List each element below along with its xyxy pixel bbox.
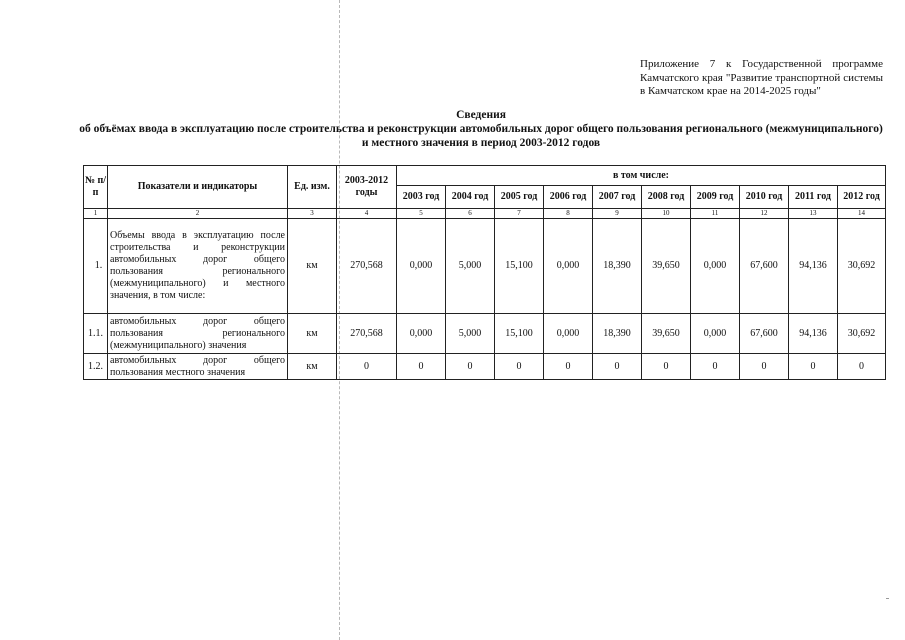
header-total: 2003-2012 годы [337, 166, 397, 209]
row-value: 0,000 [691, 314, 740, 354]
column-number: 2 [108, 209, 288, 219]
row-value: 39,650 [642, 314, 691, 354]
row-value: 39,650 [642, 219, 691, 314]
row-value: 0 [446, 354, 495, 380]
row-value: 0 [740, 354, 789, 380]
row-value: 0,000 [544, 219, 593, 314]
header-year: 2005 год [495, 186, 544, 209]
row-total: 270,568 [337, 314, 397, 354]
column-number: 5 [397, 209, 446, 219]
row-indicator: автомобильных дорог общего пользования регионального (межмуниципального) значения [108, 314, 288, 354]
row-unit: км [288, 219, 337, 314]
header-year: 2003 год [397, 186, 446, 209]
column-number: 3 [288, 209, 337, 219]
row-value: 18,390 [593, 314, 642, 354]
appendix-note: Приложение 7 к Государственной программе Камчатского края "Развитие транспортной системы в Камчатском крае на 2014-2025 годы" [640, 58, 883, 97]
row-value: 0,000 [397, 314, 446, 354]
column-number: 13 [789, 209, 838, 219]
row-value: 0 [495, 354, 544, 380]
row-value: 67,600 [740, 314, 789, 354]
row-value: 0 [691, 354, 740, 380]
commissioning-table [83, 165, 886, 380]
header-year: 2011 год [789, 186, 838, 209]
heading-title: Сведения [456, 109, 506, 121]
row-value: 0,000 [544, 314, 593, 354]
heading-subtitle-line2: и местного значения в период 2003-2012 годов [361, 137, 601, 149]
column-number-row [84, 209, 886, 219]
row-value: 0,000 [691, 219, 740, 314]
header-year: 2009 год [691, 186, 740, 209]
row-value: 0 [838, 354, 886, 380]
row-value: 0,000 [397, 219, 446, 314]
column-number: 4 [337, 209, 397, 219]
row-value: 15,100 [495, 219, 544, 314]
header-year: 2008 год [642, 186, 691, 209]
row-value: 15,100 [495, 314, 544, 354]
header-year: 2004 год [446, 186, 495, 209]
row-value: 94,136 [789, 219, 838, 314]
table-row [84, 219, 886, 314]
row-value: 0 [544, 354, 593, 380]
row-value: 0 [642, 354, 691, 380]
document-heading [70, 108, 892, 150]
row-value: 5,000 [446, 314, 495, 354]
column-number: 14 [838, 209, 886, 219]
row-total: 270,568 [337, 219, 397, 314]
column-number: 10 [642, 209, 691, 219]
row-value: 67,600 [740, 219, 789, 314]
table-row [84, 314, 886, 354]
column-number: 7 [495, 209, 544, 219]
column-number: 1 [84, 209, 108, 219]
column-number: 6 [446, 209, 495, 219]
column-number: 9 [593, 209, 642, 219]
header-year: 2006 год [544, 186, 593, 209]
header-year: 2007 год [593, 186, 642, 209]
row-value: 0 [397, 354, 446, 380]
header-num: № п/п [84, 166, 108, 209]
heading-subtitle-line1: об объёмах ввода в эксплуатацию после строительства и реконструкции автомобильных дорог общего пользования регионального (межмуниципального) [79, 123, 883, 135]
column-number: 12 [740, 209, 789, 219]
scan-mark [886, 598, 889, 599]
header-unit: Ед. изм. [288, 166, 337, 209]
row-value: 94,136 [789, 314, 838, 354]
row-number: 1. [84, 219, 108, 314]
row-indicator: автомобильных дорог общего пользования местного значения [108, 354, 288, 380]
header-indicator: Показатели и индикаторы [108, 166, 288, 209]
column-number: 11 [691, 209, 740, 219]
row-unit: км [288, 354, 337, 380]
row-value: 30,692 [838, 314, 886, 354]
row-number: 1.2. [84, 354, 108, 380]
row-value: 0 [789, 354, 838, 380]
row-unit: км [288, 314, 337, 354]
header-including: в том числе: [397, 166, 886, 186]
row-number: 1.1. [84, 314, 108, 354]
header-year: 2010 год [740, 186, 789, 209]
row-value: 5,000 [446, 219, 495, 314]
row-value: 30,692 [838, 219, 886, 314]
row-value: 0 [593, 354, 642, 380]
column-number: 8 [544, 209, 593, 219]
row-value: 18,390 [593, 219, 642, 314]
row-indicator: Объемы ввода в эксплуатацию после строительства и реконструкции автомобильных дорог общего пользования регионального (межмуниципального) и местного значения, в том числе: [108, 219, 288, 314]
header-year: 2012 год [838, 186, 886, 209]
table-row [84, 354, 886, 380]
row-total: 0 [337, 354, 397, 380]
